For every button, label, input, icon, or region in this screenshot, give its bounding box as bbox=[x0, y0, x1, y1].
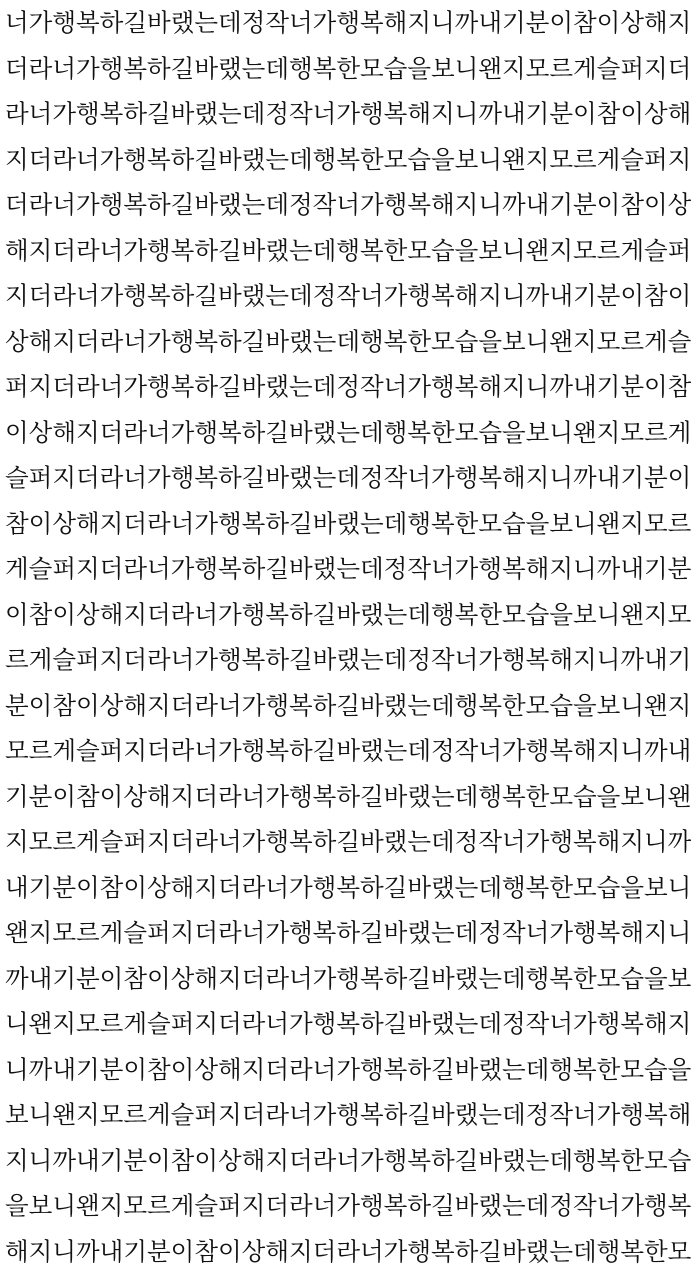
text-line: 기분이참이상해지더라너가행복하길바랬는데행복한모습을보니왠 bbox=[5, 774, 640, 820]
text-line: 지더라너가행복하길바랬는데행복한모습을보니왠지모르게슬퍼지 bbox=[5, 137, 640, 183]
text-line: 더라너가행복하길바랬는데정작너가행복해지니까내기분이참이상 bbox=[5, 182, 640, 228]
text-line: 해지니까내기분이참이상해지더라너가행복하길바랬는데행복한모 bbox=[5, 1229, 640, 1274]
text-line: 보니왠지모르게슬퍼지더라너가행복하길바랬는데정작너가행복해 bbox=[5, 1092, 640, 1138]
text-line: 더라너가행복하길바랬는데행복한모습을보니왠지모르게슬퍼지더 bbox=[5, 46, 640, 92]
text-line: 왠지모르게슬퍼지더라너가행복하길바랬는데정작너가행복해지니 bbox=[5, 910, 640, 956]
text-line: 내기분이참이상해지더라너가행복하길바랬는데행복한모습을보니 bbox=[5, 865, 640, 911]
text-line: 퍼지더라너가행복하길바랬는데정작너가행복해지니까내기분이참 bbox=[5, 364, 640, 410]
text-line: 지니까내기분이참이상해지더라너가행복하길바랬는데행복한모습 bbox=[5, 1138, 640, 1184]
text-line: 너가행복하길바랬는데정작너가행복해지니까내기분이참이상해지 bbox=[5, 0, 640, 46]
text-line: 라너가행복하길바랬는데정작너가행복해지니까내기분이참이상해 bbox=[5, 91, 640, 137]
text-line: 이상해지더라너가행복하길바랬는데행복한모습을보니왠지모르게 bbox=[5, 410, 640, 456]
text-line: 을보니왠지모르게슬퍼지더라너가행복하길바랬는데정작너가행복 bbox=[5, 1183, 640, 1229]
text-line: 상해지더라너가행복하길바랬는데행복한모습을보니왠지모르게슬 bbox=[5, 319, 640, 365]
text-line: 슬퍼지더라너가행복하길바랬는데정작너가행복해지니까내기분이 bbox=[5, 455, 640, 501]
text-line: 지모르게슬퍼지더라너가행복하길바랬는데정작너가행복해지니까 bbox=[5, 819, 640, 865]
text-line: 지더라너가행복하길바랬는데정작너가행복해지니까내기분이참이 bbox=[5, 273, 640, 319]
text-line: 분이참이상해지더라너가행복하길바랬는데행복한모습을보니왠지 bbox=[5, 683, 640, 729]
text-line: 까내기분이참이상해지더라너가행복하길바랬는데행복한모습을보 bbox=[5, 956, 640, 1002]
text-line: 니왠지모르게슬퍼지더라너가행복하길바랬는데정작너가행복해지 bbox=[5, 1001, 640, 1047]
text-line: 참이상해지더라너가행복하길바랬는데행복한모습을보니왠지모르 bbox=[5, 501, 640, 547]
text-line: 모르게슬퍼지더라너가행복하길바랬는데정작너가행복해지니까내 bbox=[5, 728, 640, 774]
text-line: 니까내기분이참이상해지더라너가행복하길바랬는데행복한모습을 bbox=[5, 1047, 640, 1093]
text-line: 게슬퍼지더라너가행복하길바랬는데정작너가행복해지니까내기분 bbox=[5, 546, 640, 592]
text-line: 이참이상해지더라너가행복하길바랬는데행복한모습을보니왠지모 bbox=[5, 592, 640, 638]
text-line: 르게슬퍼지더라너가행복하길바랬는데정작너가행복해지니까내기 bbox=[5, 637, 640, 683]
text-line: 해지더라너가행복하길바랬는데행복한모습을보니왠지모르게슬퍼 bbox=[5, 228, 640, 274]
